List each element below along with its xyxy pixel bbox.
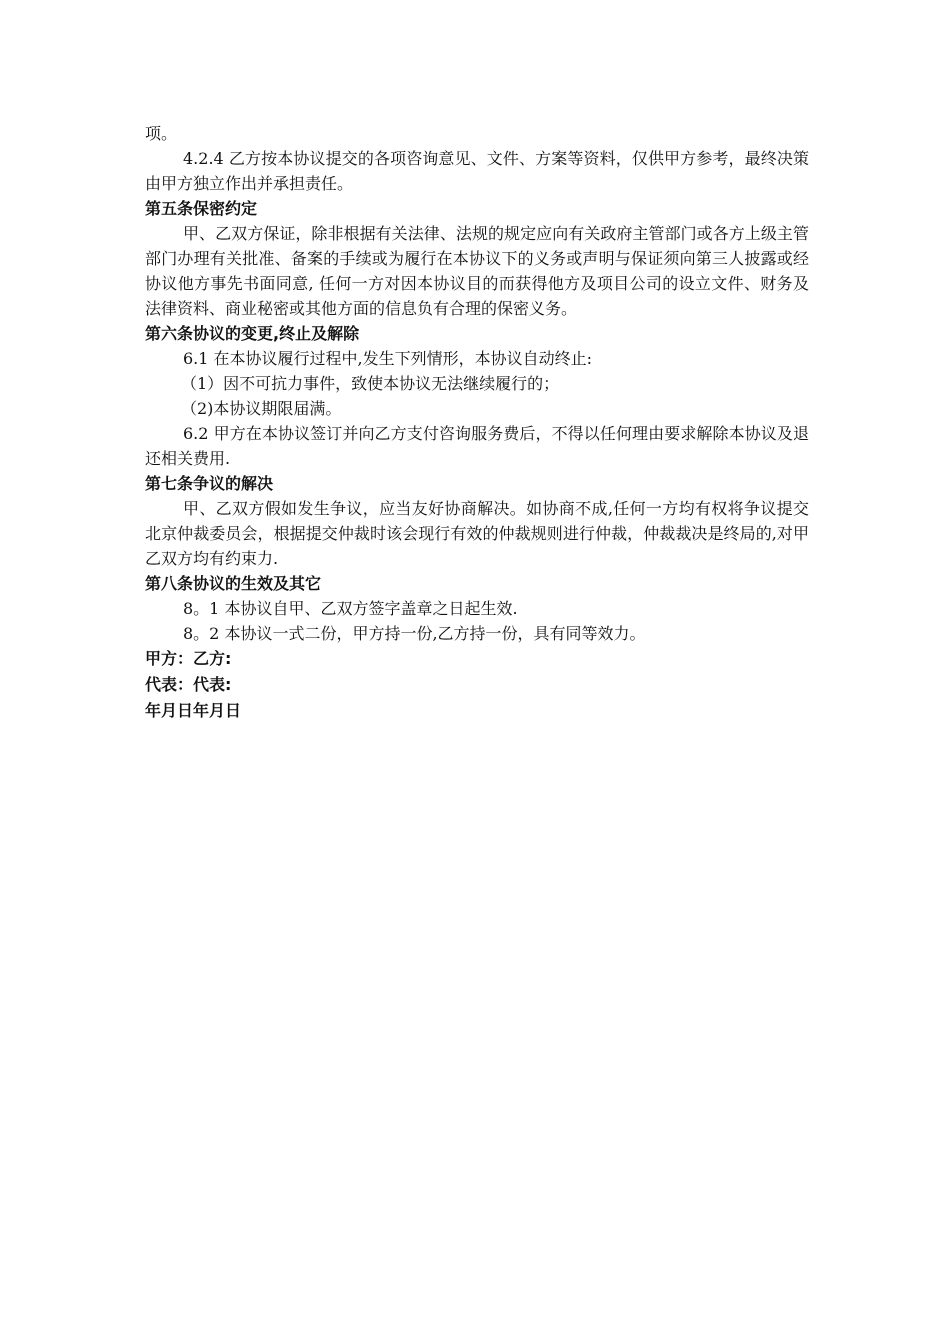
article-5-heading: 第五条保密约定 bbox=[145, 199, 258, 218]
clause-4-2-4: 4.2.4 乙方按本协议提交的各项咨询意见、文件、方案等资料，仅供甲方参考，最终决策由甲方独立作出并承担责任。 bbox=[145, 149, 809, 193]
signature-representatives: 代表：代表: bbox=[145, 675, 232, 694]
clause-6-1: 6.1 在本协议履行过程中,发生下列情形，本协议自动终止: bbox=[183, 349, 593, 368]
article-5-body: 甲、乙双方保证，除非根据有关法律、法规的规定应向有关政府主管部门或各方上级主管部门办理有关批准、备案的手续或为履行在本协议下的义务或声明与保证须向第三人披露或经协议他方事先书面同意, 任何一方对因本协议目的而获得他方及项目公司的设立文件、财务及法律资料、商业秘密或其他方面的信息负有合理的保密义务。 bbox=[145, 224, 809, 318]
clause-6-1-item-1: （1）因不可抗力事件，致使本协议无法继续履行的； bbox=[181, 374, 560, 393]
continuation-text: 项。 bbox=[145, 124, 178, 143]
article-8-heading: 第八条协议的生效及其它 bbox=[145, 574, 322, 593]
article-7-heading: 第七条争议的解决 bbox=[145, 474, 274, 493]
article-6-heading: 第六条协议的变更,终止及解除 bbox=[145, 324, 360, 343]
clause-6-1-item-2: （2)本协议期限届满。 bbox=[181, 399, 342, 418]
article-7-body: 甲、乙双方假如发生争议，应当友好协商解决。如协商不成,任何一方均有权将争议提交北京仲裁委员会，根据提交仲裁时该会现行有效的仲裁规则进行仲裁，仲裁裁决是终局的,对甲乙双方均有约束力. bbox=[145, 499, 809, 568]
signature-parties: 甲方：乙方: bbox=[145, 649, 232, 668]
clause-8-2: 8。2 本协议一式二份，甲方持一份,乙方持一份，具有同等效力。 bbox=[183, 624, 646, 643]
clause-8-1: 8。1 本协议自甲、乙双方签字盖章之日起生效. bbox=[183, 599, 518, 618]
signature-date: 年月日年月日 bbox=[145, 701, 242, 720]
document-page bbox=[145, 121, 809, 724]
clause-6-2: 6.2 甲方在本协议签订并向乙方支付咨询服务费后，不得以任何理由要求解除本协议及退还相关费用. bbox=[145, 424, 809, 468]
